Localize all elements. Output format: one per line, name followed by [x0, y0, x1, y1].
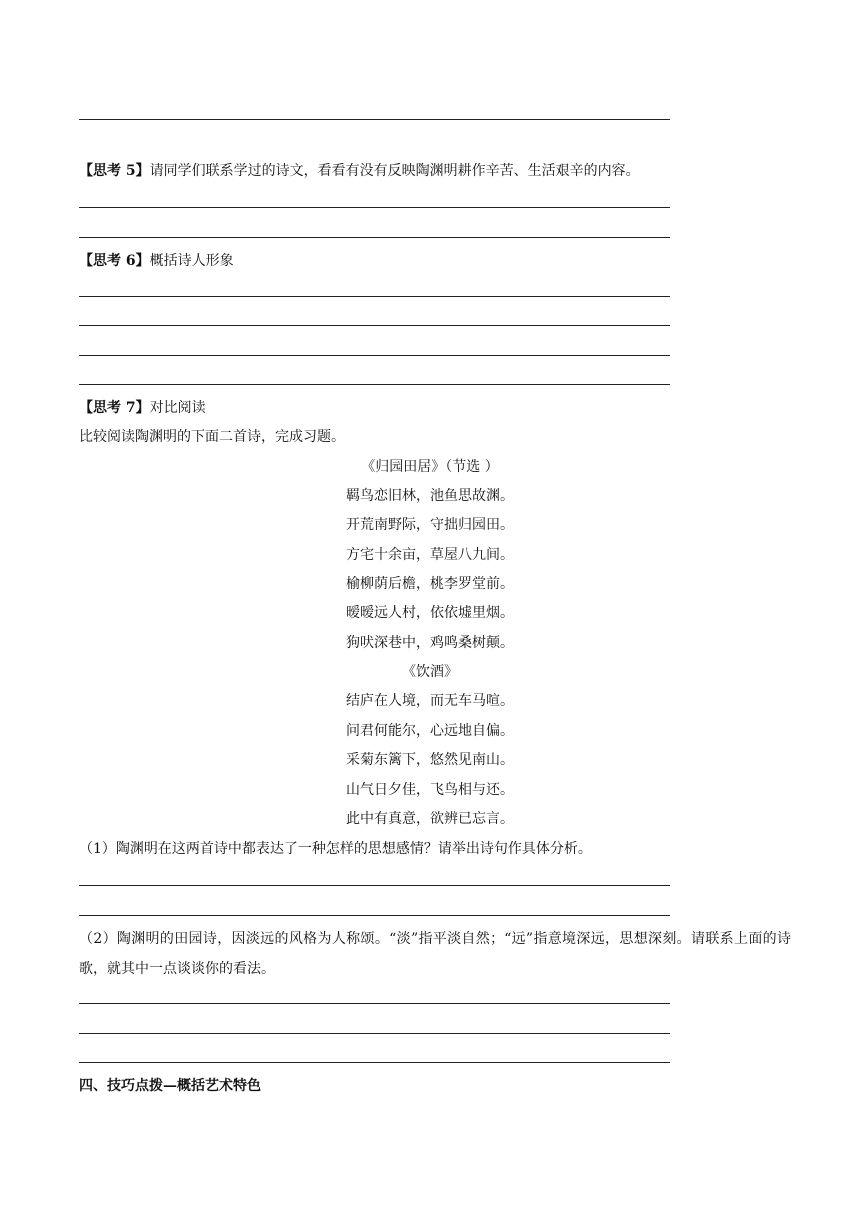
answer-line[interactable]	[79, 119, 670, 120]
comparison-intro: 比较阅读陶渊明的下面二首诗，完成习题。	[79, 429, 345, 445]
poem1-line: 开荒南野际，守拙归园田。	[346, 517, 514, 533]
poem2-line: 结庐在人境，而无车马喧。	[346, 693, 514, 709]
think7-label: 【思考 7】	[79, 400, 150, 416]
poem1-line: 狗吠深巷中，鸡鸣桑树颠。	[346, 635, 514, 651]
poem2-line: 采菊东篱下，悠然见南山。	[346, 752, 514, 768]
question-2: （2）陶渊明的田园诗，因淡远的风格为人称颂。“淡”指平淡自然；“远”指意境深远，思想深刻。请联系上面的诗歌，就其中一点谈谈你的看法。	[79, 931, 791, 977]
section-heading: 四、技巧点拨—概括艺术特色	[79, 1078, 261, 1094]
answer-line[interactable]	[79, 237, 670, 238]
answer-line[interactable]	[79, 207, 670, 208]
answer-line[interactable]	[79, 384, 670, 385]
poem1-line: 方宅十余亩，草屋八九间。	[346, 547, 514, 563]
think6-prompt	[79, 251, 234, 271]
answer-line[interactable]	[79, 325, 670, 326]
poem1-line: 暧暧远人村，依依墟里烟。	[346, 605, 514, 621]
think6-text: 概括诗人形象	[149, 253, 234, 269]
answer-line[interactable]	[79, 296, 670, 297]
poem1-title: 《归园田居》（节选 ）	[361, 459, 499, 475]
think5-prompt	[79, 161, 640, 181]
answer-line[interactable]	[79, 885, 670, 886]
answer-line[interactable]	[79, 1003, 670, 1004]
poem1-line: 羁鸟恋旧林，池鱼思故渊。	[346, 488, 514, 504]
poem2-title: 《饮酒》	[402, 664, 458, 680]
poem2-line: 山气日夕佳，飞鸟相与还。	[346, 782, 514, 798]
question-1: （1）陶渊明在这两首诗中都表达了一种怎样的思想感情？请举出诗句作具体分析。	[79, 841, 592, 857]
poem2-line: 问君何能尔，心远地自偏。	[346, 723, 514, 739]
answer-line[interactable]	[79, 355, 670, 356]
think5-text: 请同学们联系学过的诗文，看看有没有反映陶渊明耕作辛苦、生活艰辛的内容。	[149, 163, 640, 179]
poem2-line: 此中有真意，欲辨已忘言。	[346, 811, 514, 827]
think7-prompt	[79, 398, 206, 418]
poem1-line: 榆柳荫后檐，桃李罗堂前。	[346, 576, 514, 592]
think5-label: 【思考 5】	[79, 163, 150, 179]
think7-text: 对比阅读	[149, 400, 206, 416]
answer-line[interactable]	[79, 1062, 670, 1063]
answer-line[interactable]	[79, 1033, 670, 1034]
answer-line[interactable]	[79, 915, 670, 916]
think6-label: 【思考 6】	[79, 253, 150, 269]
